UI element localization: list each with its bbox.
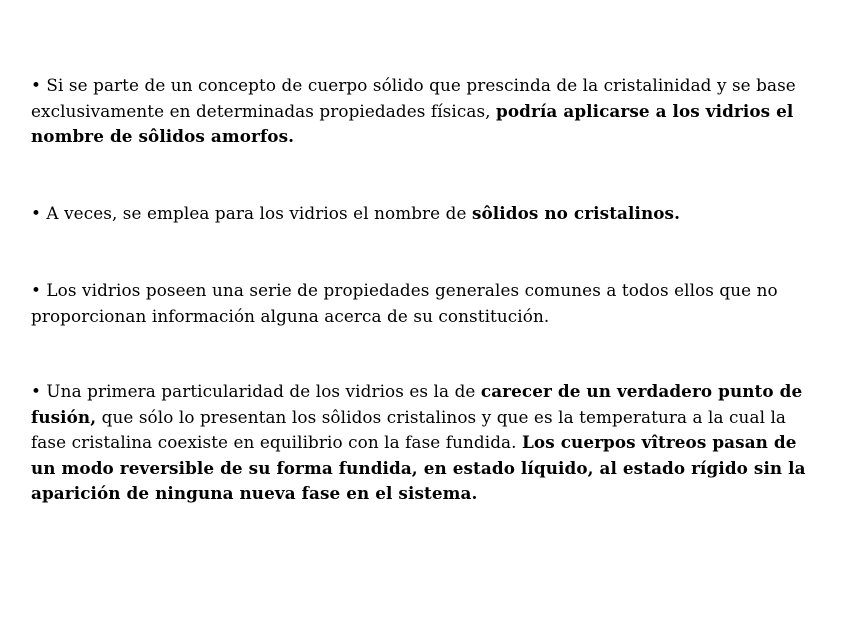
paragraph-amorphous-solids xyxy=(31,73,816,150)
bullet: • xyxy=(31,203,41,223)
paragraph-emphasis: sôlidos no cristalinos. xyxy=(471,203,681,223)
paragraph-general-properties xyxy=(31,278,816,329)
paragraph-emphasis: carecer de un verdadero punto de fusión, xyxy=(31,381,803,427)
bullet: • xyxy=(31,280,41,300)
bullet: • xyxy=(31,75,41,95)
bullet: • xyxy=(31,381,41,401)
paragraph-text: A veces, se emplea para los vidrios el nombre de xyxy=(41,203,472,223)
paragraph-emphasis-final: Los cuerpos vîtreos pasan de un modo reversible de su forma fundida, en estado líquido, al estado rígido sin la aparición de ninguna nueva fase en el sistema. xyxy=(31,432,806,503)
paragraph-emphasis: podría aplicarse a los vidrios el nombre de sôlidos amorfos. xyxy=(31,100,794,146)
paragraph-text: Los vidrios poseen una serie de propiedades generales comunes a todos ellos que no proporcionan información alguna acerca de su constitución. xyxy=(31,280,778,326)
paragraph-non-crystalline xyxy=(31,201,680,227)
paragraph-melting-point xyxy=(31,379,816,507)
paragraph-text-continued: que sólo lo presentan los sôlidos cristalinos y que es la temperatura a la cual la fase cristalina coexiste en equilibrio con la fase fundida. xyxy=(31,406,787,452)
paragraph-text: Si se parte de un concepto de cuerpo sólido que prescinda de la cristalinidad y se base exclusivamente en determinadas propiedades físicas, xyxy=(31,75,796,121)
paragraph-text: Una primera particularidad de los vidrios es la de xyxy=(41,381,481,401)
